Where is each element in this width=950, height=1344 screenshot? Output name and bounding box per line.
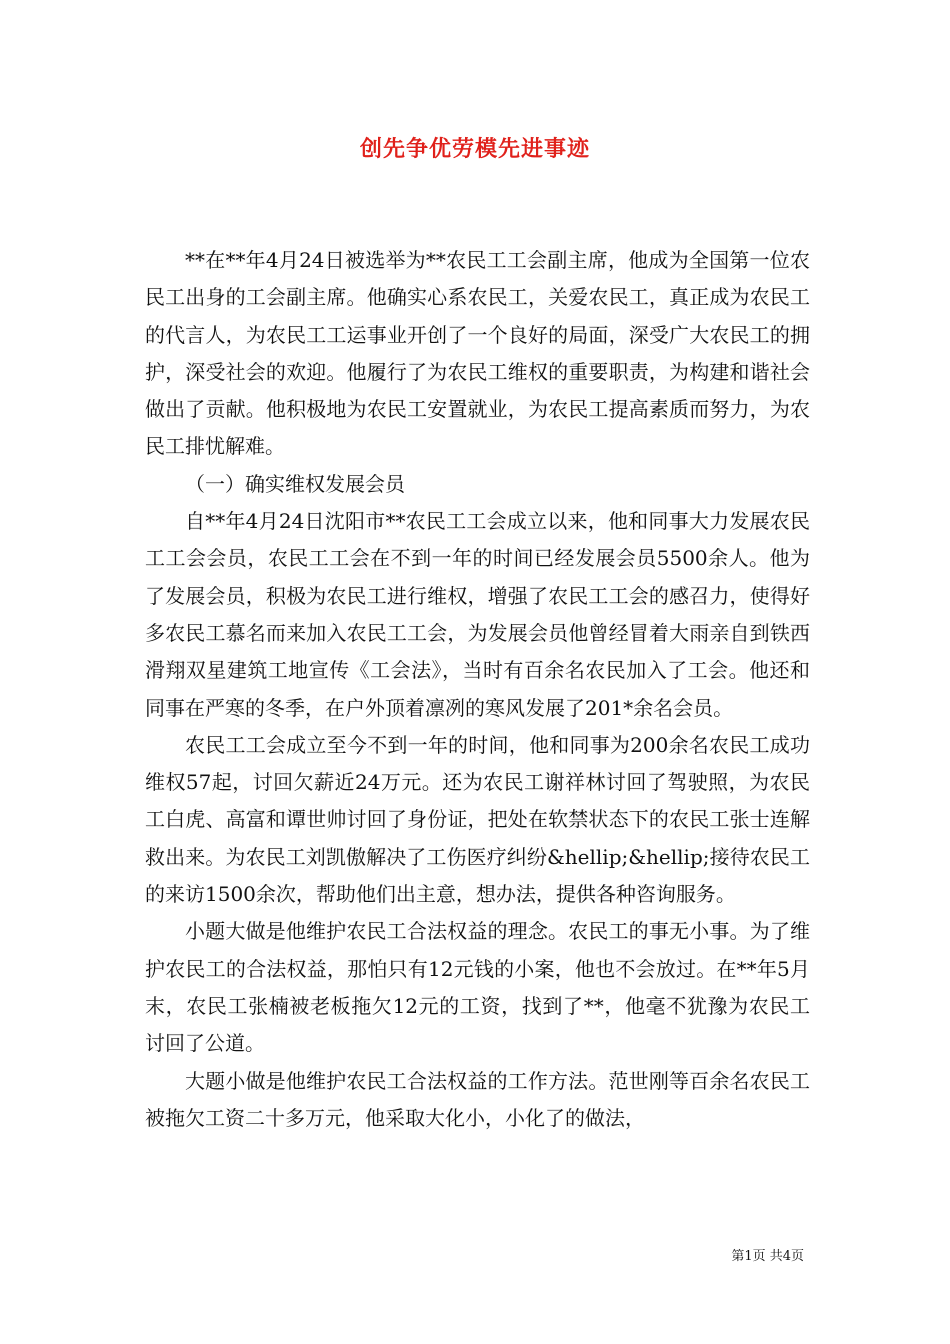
document-title: 创先争优劳模先进事迹 (359, 136, 590, 162)
page-number: 第1页 共4页 (731, 1249, 804, 1264)
section-heading: （一）确实维权发展会员 (185, 471, 405, 496)
paragraph-small-cases: 小题大做是他维护农民工合法权益的理念。农民工的事无小事。为了维护农民工的合法权益，那怕只有12元钱的小案，他也不会放过。在**年5月末，农民工张楠被老板拖欠12元的工资，找到了**，他毫不犹豫为农民工讨回了公道。 (145, 919, 810, 1056)
paragraph-rights: 农民工工会成立至今不到一年的时间，他和同事为200余名农民工成功维权57起，讨回欠薪近24万元。还为农民工谢祥林讨回了驾驶照，为农民工白虎、高富和谭世帅讨回了身份证，把处在软禁状态下的农民工张士连解救出来。为农民工刘凯傲解决了工伤医疗纠纷&hellip;&hellip;接待农民工的来访1500余次，帮助他们出主意，想办法，提供各种咨询服务。 (145, 732, 810, 907)
paragraph-intro: **在**年4月24日被选举为**农民工工会副主席，他成为全国第一位农民工出身的工会副主席。他确实心系农民工，关爱农民工，真正成为农民工的代言人，为农民工工运事业开创了一个良好的局面，深受广大农民工的拥护，深受社会的欢迎。他履行了为农民工维权的重要职责，为构建和谐社会做出了贡献。他积极地为农民工安置就业，为农民工提高素质而努力，为农民工排忧解难。 (145, 248, 810, 459)
paragraph-members: 自**年4月24日沈阳市**农民工工会成立以来，他和同事大力发展农民工工会会员，农民工工会在不到一年的时间已经发展会员5500余人。他为了发展会员，积极为农民工进行维权，增强了农民工工会的感召力，使得好多农民工慕名而来加入农民工工会，为发展会员他曾经冒着大雨亲自到铁西滑翔双星建筑工地宣传《工会法》，当时有百余名农民加入了工会。他还和同事在严寒的冬季，在户外顶着凛冽的寒风发展了201*余名会员。 (145, 509, 810, 720)
document-body (145, 242, 810, 1137)
paragraph-large-cases: 大题小做是他维护农民工合法权益的工作方法。范世刚等百余名农民工被拖欠工资二十多万元，他采取大化小，小化了的做法， (145, 1068, 810, 1130)
